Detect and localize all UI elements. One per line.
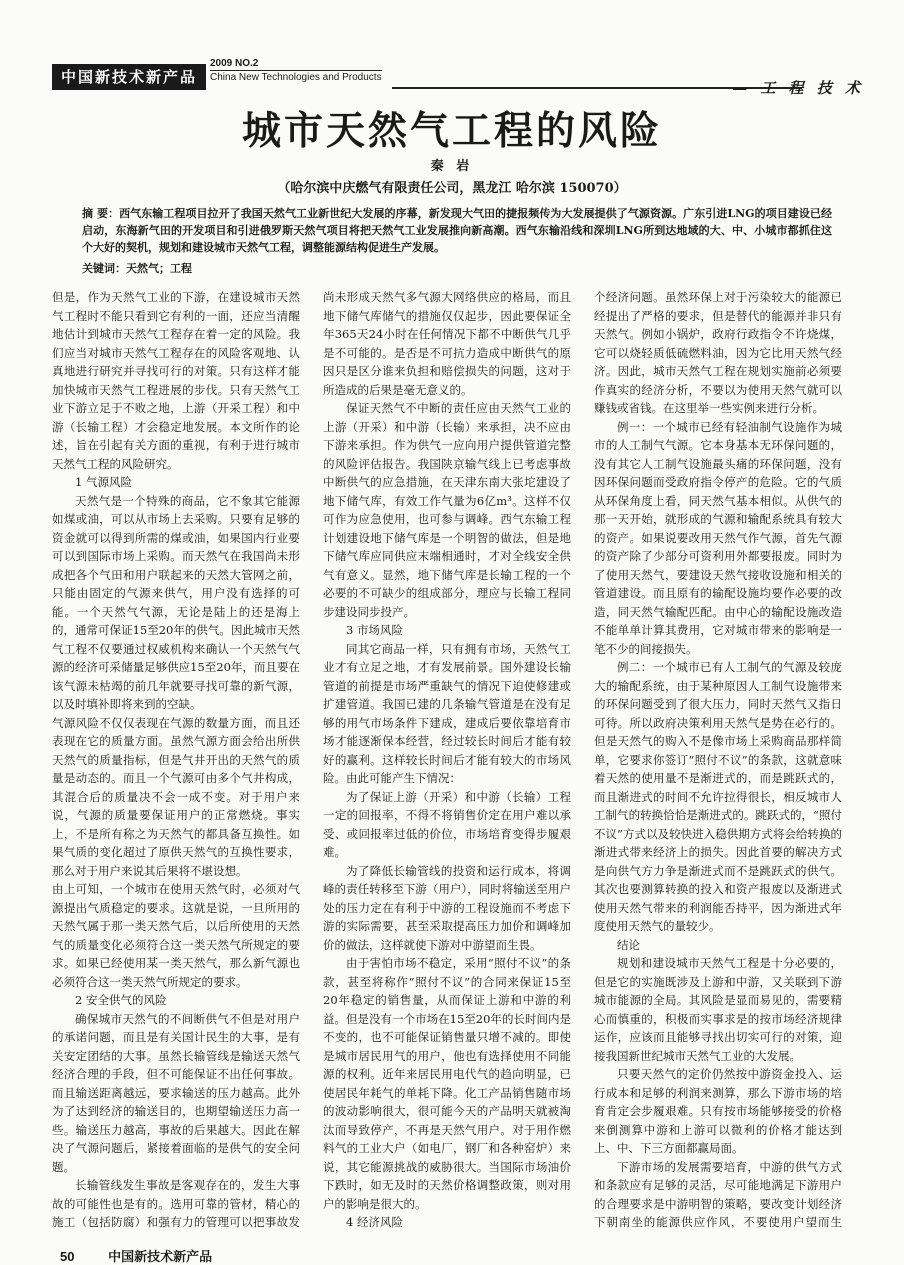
paragraph: 但是，作为天然气工业的下游，在建设城市天然气工程时不能只看到它有利的一面，还应当清醒地估计到城市天然气工程存在着一定的风险。我们应当对城市天然气工程存在的风险客观地、认真地进行研究并寻找可行的对策。只有这样才能加快城市天然气工程进展的步伐。只有天然气工业下游立足于不败之地，上游（开采工程）和中游（长输工程）才会稳定地发展。本文所作的论述，旨在引起有关方面的重视，有利于进行城市天然气工程的风险研究。	[52, 290, 300, 471]
issue-number: 2009 NO.2	[210, 58, 259, 69]
footer-journal-name: 中国新技术新产品	[108, 1249, 213, 1264]
article-title: 城市天然气工程的风险	[241, 108, 662, 154]
keywords: 关键词：天然气；工程	[82, 262, 192, 275]
paragraph: 例一：一个城市已经有轻油制气设施作为城市的人工制气气源。它本身基本无环保问题的，没有其它人工制气设施最头痛的环保问题，没有因环保问题而受政府指令停产的危险。它的气质从环保角度上看，同天然气基本相似。从供气的那一天开始，就形成的气源和输配系统具有较大的资产。如果说要改用天然气作气源，首先气源的资产除了少部分可资利用外都要报废。同时为了使用天然气，要建设天然气接收设施和相关的管道建设。而且原有的输配设施均要作必要的改造，同天然气输配匹配。由中心的输配设施改造不能单单计算其费用，它对城市带来的影响是一笔不少的间接损失。	[594, 419, 842, 656]
paragraph: 为了降低长输管线的投资和运行成本，将调峰的责任转移至下游（用户），同时将输送至用户处的压力定在有利于中游的工程设施而不考虑下游的实际需要，甚至采取提高压力加价和调峰加价的做法，这样就使下游对中游望而生畏。	[323, 863, 571, 952]
paragraph: 例二：一个城市已有人工制气的气源及较庞大的输配系统，由于某种原因人工制气设施带来的环保问题受到了很大压力，同时天然气又指日可待。所以政府决策利用天然气是势在必行的。但是天然气的购入不是像市场上采购商品那样简单，它要求你签订“照付不议”的条款，这就意味着天然的使用量不是渐进式的，而是跳跃式的，而且渐进式的时间不允许拉得很长，相反城市人工制气的转换恰恰是渐进式的。跳跃式的，“照付不议”方式以及较快进入稳供期方式将会给转换的渐进式带来经济上的损失。因此首要的解决方式是向供气方力争是渐进式而不是跳跃式的供气。其次也要测算转换的投入和资产报废以及渐进式使用天然气带来的利润能否持平，因为渐进式年度使用天然气的量较少。	[594, 660, 842, 933]
author-affiliation: （哈尔滨中庆燃气有限责任公司，黑龙江 哈尔滨 150070）	[277, 181, 627, 196]
body-column-3	[594, 288, 842, 1228]
paragraph: 同其它商品一样，只有拥有市场，天然气工业才有立足之地，才有发展前景。国外建设长输管道的前提是市场严重缺气的情况下迫使修建或扩建管道。我国已建的几条输气管道是在没有足够的用气市场条件下建成，建成后要依靠培育市场才能逐渐保本经营，经过较长时间后才能有较好的赢利。这样较长时间后才能有较大的市场风险。由此可能产生下情况：	[323, 641, 571, 785]
page-number: 50	[60, 1249, 75, 1264]
section-heading: 2 安全供气的风险	[75, 993, 167, 1007]
journal-meta	[210, 58, 382, 84]
paragraph: 由上可知，一个城市在使用天然气时，必须对气源提出气质稳定的要求。这就是说，一旦所用的天然气属于那一类天然气后，以后所使用的天然气的质量变化必须符合这一类天然气所规定的要求。如果已经使用某一类天然气，那么新气源也必须符合这一类天然气所规定的要求。	[52, 882, 300, 989]
journal-name-en: China New Technologies and Products	[210, 72, 382, 83]
paragraph: 尚未形成天然气多气源大网络供应的格局，而且地下储气库储气的措施仅仅起步，因此要保证全年365天24小时在任何情况下都不中断供气几乎是不可能的。是否是不可抗力造成中断供气的原因只是区分谁来负担和赔偿损失的问题，这对于所造成的后果是毫无意义的。	[323, 290, 571, 397]
paragraph: 个经济问题。虽然环保上对于污染较大的能源已经提出了严格的要求，但是替代的能源并非只有天然气。例如小锅炉，政府行政指令不许烧煤，它可以烧轻质低硫燃料油，因为它比用天然气经济。因此，城市天然气工程在规划实施前必须要作真实的经济分析，不要以为使用天然气就可以赚钱或省钱。在这里举一些实例来进行分析。	[594, 290, 842, 415]
paragraph: 保证天然气不中断的责任应由天然气工业的上游（开采）和中游（长输）来承担，决不应由下游来承担。作为供气一应向用户提供管道完整的风险评估报告。我国陕京输气线上已考虑事故中断供气的应急措施，在天津东南大张坨建设了地下储气库，有效工作气量为6亿m³。这样不仅可作为应急使用，也可参与调峰。西气东输工程计划建设地下储气库是一个明智的做法，但是地下储气库应同供应末端相通时，才对全线安全供气有意义。显然，地下储气库是长输工程的一个必要的不可缺少的组成部分，理应与长输工程同步建设同步投产。	[323, 401, 571, 619]
paragraph: 确保城市天然气的不间断供气不但是对用户的承诺问题，而且是有关国计民生的大事，是有关安定团结的大事。虽然长输管线是输送天然气经济合理的手段，但不可能保证不出任何事故。而且输送距离越远，要求输送的压力越高。此外为了达到经济的输送目的，也期望输送压力高一些。输送压力越高，事故的后果越大。因此在解决了气源问题后，紧接着面临的是供气的安全问题。	[52, 1011, 300, 1174]
section-heading: 1 气源风险	[75, 475, 132, 489]
paragraph: 气源风险不仅仅表现在气源的数量方面，而且还表现在它的质量方面。虽然气源方面会给出所供天然气的质量指标，但是气井开出的天然气的质量是动态的。而且一个气源可由多个气井构成，其混合后的质量决不会一成不变。对于用户来说，气源的质量要保证用户的正常燃烧。事实上，不是所有称之为天然气的都具备互换性。如果气质的变化超过了原供天然气的互换性要求，那么对于用户来说其后果将不堪设想。	[52, 715, 300, 878]
body-column-2	[323, 288, 571, 1228]
paragraph: 天然气是一个特殊的商品，它不象其它能源如煤或油，可以从市场上去采购。只要有足够的资金就可以得到所需的煤或油，如果国内行业要可以到国际市场上采购。而天然气在我国尚未形成把各个气田和用户联起来的天然大管网之前，只能由固定的气源来供气，用户没有选择的可能。一个天然气气源，无论是陆上的还是海上的，通常可保证15至20年的供气。因此城市天然气工程不仅要通过权威机构来确认一个天然气气源的经济可采储量足够供应15至20年，而且要在该气源未枯竭的前几年就要寻找可靠的新气源，以及时填补即将来到的空缺。	[52, 493, 300, 711]
section-heading: 4 经济风险	[346, 1215, 403, 1228]
paragraph: 下游市场的发展需要培育，中游的供气方式和条款应有足够的灵活，尽可能地满足下游用户的合理要求是中游明智的策略，要改变计划经济下朝南坐的能源供应作风，不要使用户望而生	[594, 1159, 842, 1228]
paragraph: 由于害怕市场不稳定，采用“照付不议”的条款，甚至将称作“照付不议”的合同来保证15至20年稳定的销售量，从而保证上游和中游的利益。但是没有一个市场在15至20年的长时间内是不变的，也不可能保证销售量只增不减的。即使是城市居民用气的用户，他也有选择使用不同能源的权利。近年来居民用电代气的趋向明显，已使居民年耗气的单耗下降。化工产品销售随市场的波动影响很大，很可能今天的产品明天就被淘汰而导致停产，不再是天然气用户。对于用作燃料气的工业大户（如电厂，钢厂和各种窑炉）来说，其它能源挑战的威胁很大。当国际市场油价下跌时，如无及时的天然价格调整政策，则对用户的影响是很大的。	[323, 956, 571, 1211]
article-author: 秦 岩	[430, 159, 474, 174]
journal-header	[52, 58, 864, 97]
abstract: 摘 要：西气东输工程项目拉开了我国天然气工业新世纪大发展的序幕，新发现大气田的捷报频传为大发展提供了气源资源。广东引进LNG的项目建设已经启动，东海新气田的开发项目和引进俄罗斯天然气项目将把天然气工业发展推向新高潮。西气东输沿线和深圳LNG所到达地域的大、中、小城市都抓住这个大好的契机，规划和建设城市天然气工程，调整能源结构促进生产发展。	[82, 207, 832, 254]
section-heading: 3 市场风险	[346, 623, 403, 637]
paragraph: 规划和建设城市天然气工程是十分必要的，但是它的实施既涉及上游和中游，又关联到下游城市能源的全局。其风险是显而易见的，需要精心而慎重的，积极而实事求是的按市场经济规律运作，应该而且能够寻找出切实可行的对策，迎接我国新世纪城市天然气工业的大发展。	[594, 956, 842, 1063]
paragraph: 为了保证上游（开采）和中游（长输）工程一定的回报率，不得不将销售价定在用户难以承受、或回报率过低的价位，市场培育变得步履艰难。	[323, 789, 571, 859]
journal-name-cn: 中国新技术新产品	[52, 64, 206, 90]
paragraph: 长输管线发生事故是客观存在的，发生大事故的可能性也是有的。选用可靠的管材，精心的施工（包括防腐）和强有力的管理可以把事故发	[52, 1178, 300, 1228]
section-heading: 结论	[617, 937, 640, 952]
body-column-1	[52, 288, 300, 1228]
section-label: — 工 程 技 术	[732, 79, 864, 97]
paragraph: 只要天然气的定价仍然按中游资金投入、运行成本和足够的利润来测算，那么下游市场的培育肯定会步履艰难。只有按市场能够接受的价格来倒测算中游和上游可以微利的价格才能达到上、中、下三方面都赢局面。	[594, 1067, 842, 1155]
page-footer	[60, 1246, 212, 1265]
